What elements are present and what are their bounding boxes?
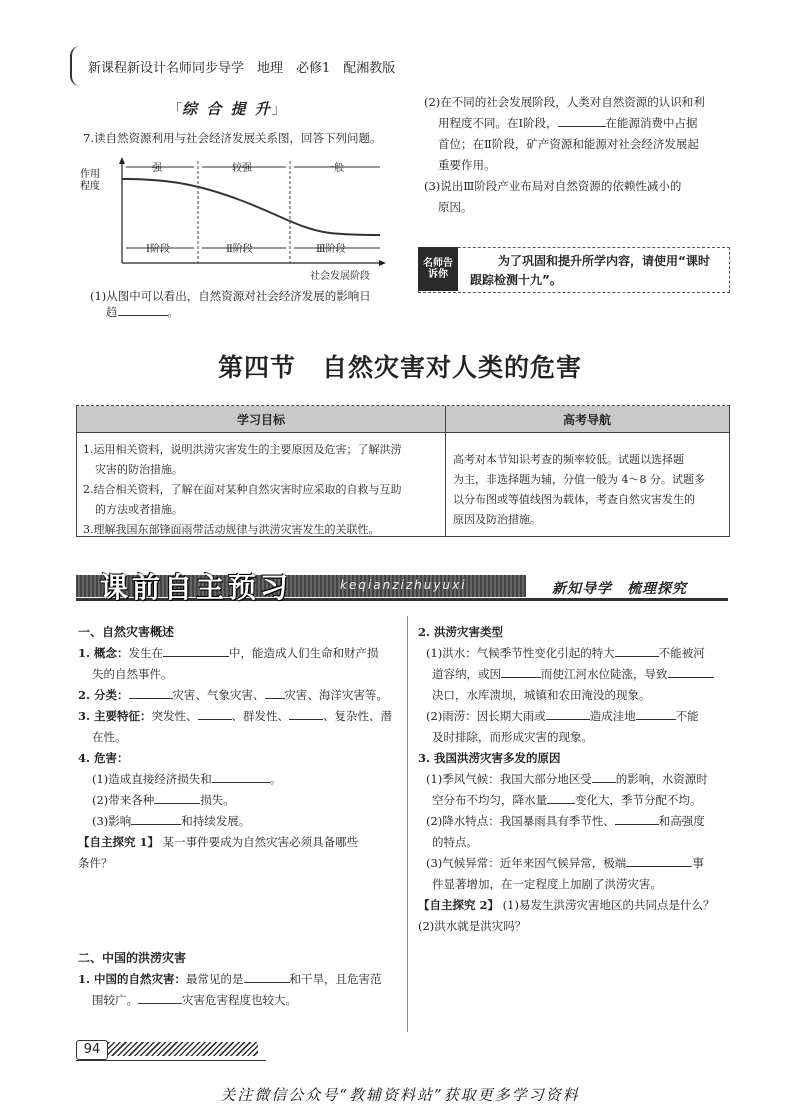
answer-blank[interactable] <box>615 644 659 657</box>
resource-chart <box>80 155 400 285</box>
question-7-2: (2)在不同的社会发展阶段，人类对自然资源的认识和利 用程度不同。在Ⅰ阶段， 在能源消费中占据 首位；在Ⅱ阶段，矿产资源和能源对社会经济发展起 重要作用。 (3)说出Ⅲ阶段产业布局对自然资源的依赖性减小的 原因。 <box>424 95 705 214</box>
chart-x-arrow <box>379 260 386 266</box>
banner-right: 新知导学 梳理探究 <box>552 581 687 597</box>
left-column: 一、自然灾害概述 1. 概念：发生在 中，能造成人们生命和财产损 失的自然事件。 2. 分类： 灾害、气象灾害、 灾害、海洋灾害等。 3. 主要特征：突发性、 、群发性、 、复杂性、潜 在性。 4. 危害： (1)造成直接经济损失和 。 (2)带来各种 损失。 (3)影响 和持续发展。 【自主探究 1】 某一事件要成为自然灾害必须具备哪些 条件？ <box>78 622 398 874</box>
answer-blank[interactable] <box>129 686 173 699</box>
answer-blank[interactable] <box>626 854 692 867</box>
heading-overview: 一、自然灾害概述 <box>78 625 175 639</box>
answer-blank[interactable] <box>558 114 606 127</box>
answer-blank[interactable] <box>289 707 323 720</box>
answer-blank[interactable] <box>668 665 714 678</box>
answer-blank[interactable] <box>546 707 590 720</box>
chart-ylabel: 作用程度 <box>80 169 100 192</box>
column-divider <box>407 616 408 1032</box>
footer-rule <box>76 1060 266 1061</box>
chart-y-arrow <box>119 157 125 164</box>
col-header-exam: 高考导航 <box>562 413 611 427</box>
answer-blank[interactable] <box>138 991 182 1004</box>
chart-curve <box>122 179 380 235</box>
band-label-3: 一般 <box>324 163 344 174</box>
answer-blank[interactable] <box>501 665 541 678</box>
right-column: 2. 洪涝灾害类型 (1)洪水：气候季节性变化引起的特大 不能被河 道容纳，或因 而使江河水位陡涨，导致 决口，水库溃坝，城镇和农田淹没的现象。 (2)雨涝：因长期大雨或 造成洼地 不能 及时排除，而形成灾害的现象。 3. 我国洪涝灾害多发的原因 (1)季风气候：我国大部分地区受 的影响，水资源时 空分布不均匀，降水量 变化大，季节分配不均。 (2)降水特点：我国暴雨具有季节性、 和高强度 的特点。 (3)气候异常：近年来因气候异常，极端 事 件显著增加，在一定程度上加剧了洪涝灾害。 【自主探究 2】 (1)易发生洪涝灾害地区的共同点是什么？ (2)洪水就是洪灾吗？ <box>418 625 715 933</box>
stage-label-3: Ⅲ阶段 <box>316 244 346 255</box>
exam-guide: 高考对本节知识考查的频率较低。试题以选择题 为主，非选择题为辅，分值一般为 4～8 分。试题多 以分布图或等值线图为载体，考查自然灾害发生的 原因及防治措施。 <box>453 453 705 526</box>
page-number-box <box>76 1040 108 1060</box>
answer-blank[interactable] <box>265 686 285 699</box>
table-header-line <box>77 432 729 433</box>
stage-label-2: Ⅱ阶段 <box>226 244 253 255</box>
objectives-table <box>76 405 730 537</box>
header-bracket <box>70 46 82 86</box>
answer-blank[interactable] <box>547 791 575 804</box>
footer-watermark: 关注微信公众号“教辅资料站”获取更多学习资料 <box>220 1086 580 1104</box>
question-7-1-line1: (1)从图中可以看出，自然资源对社会经济发展的影响日 <box>90 289 371 303</box>
answer-blank[interactable] <box>163 644 229 657</box>
goals-list: 1.运用相关资料，说明洪涝灾害发生的主要原因及危害；了解洪涝 灾害的防治措施。 2.结合相关资料，了解在面对某种自然灾害时应采取的自救与互助 的方法或者措施。 3.理解我国东部锋面雨带活动规律与洪涝灾害发生的关联性。 <box>83 443 402 536</box>
question-7-1-line2: 趋 。 <box>106 305 179 319</box>
answer-blank[interactable] <box>592 770 616 783</box>
header-title: 新课程新设计名师同步导学 地理 必修1 配湘教版 <box>88 61 396 76</box>
banner-title: 课前自主预习 <box>100 571 293 604</box>
col-header-goals: 学习目标 <box>236 413 285 427</box>
answer-blank[interactable] <box>118 303 168 316</box>
left-column-2: 二、中国的洪涝灾害 1. 中国的自然灾害：最常见的是 和干旱，且危害范 围较广。 灾害危害程度也较大。 <box>78 948 398 1011</box>
answer-blank[interactable] <box>615 812 659 825</box>
banner-pinyin: keqianzizhuyuxi <box>340 578 467 592</box>
section-label: 「综 合 提 升」 <box>168 100 286 118</box>
stage-label-1: Ⅰ阶段 <box>146 244 170 255</box>
answer-blank[interactable] <box>212 770 270 783</box>
page-number: 94 <box>83 1042 101 1057</box>
teacher-tip-text: 为了巩固和提升所学内容，请使用“课时 跟踪检测十九”。 <box>470 254 710 287</box>
answer-blank[interactable] <box>198 707 232 720</box>
answer-blank[interactable] <box>154 791 200 804</box>
answer-blank[interactable] <box>636 707 676 720</box>
band-label-1: 强 <box>152 163 162 174</box>
chart-xlabel: 社会发展阶段 <box>310 271 370 282</box>
footer-pattern <box>108 1042 258 1056</box>
answer-blank[interactable] <box>244 970 290 983</box>
heading-china-floods: 二、中国的洪涝灾害 <box>78 951 187 965</box>
answer-blank[interactable] <box>131 812 181 825</box>
teacher-badge: 名师告诉你 <box>418 247 458 291</box>
section-label-text: 综 合 提 升 <box>182 100 272 118</box>
section-title: 第四节 自然灾害对人类的危害 <box>217 353 582 382</box>
question-7: 7.读自然资源利用与社会经济发展关系图，回答下列问题。 <box>83 131 382 145</box>
band-label-2: 较强 <box>232 163 252 174</box>
